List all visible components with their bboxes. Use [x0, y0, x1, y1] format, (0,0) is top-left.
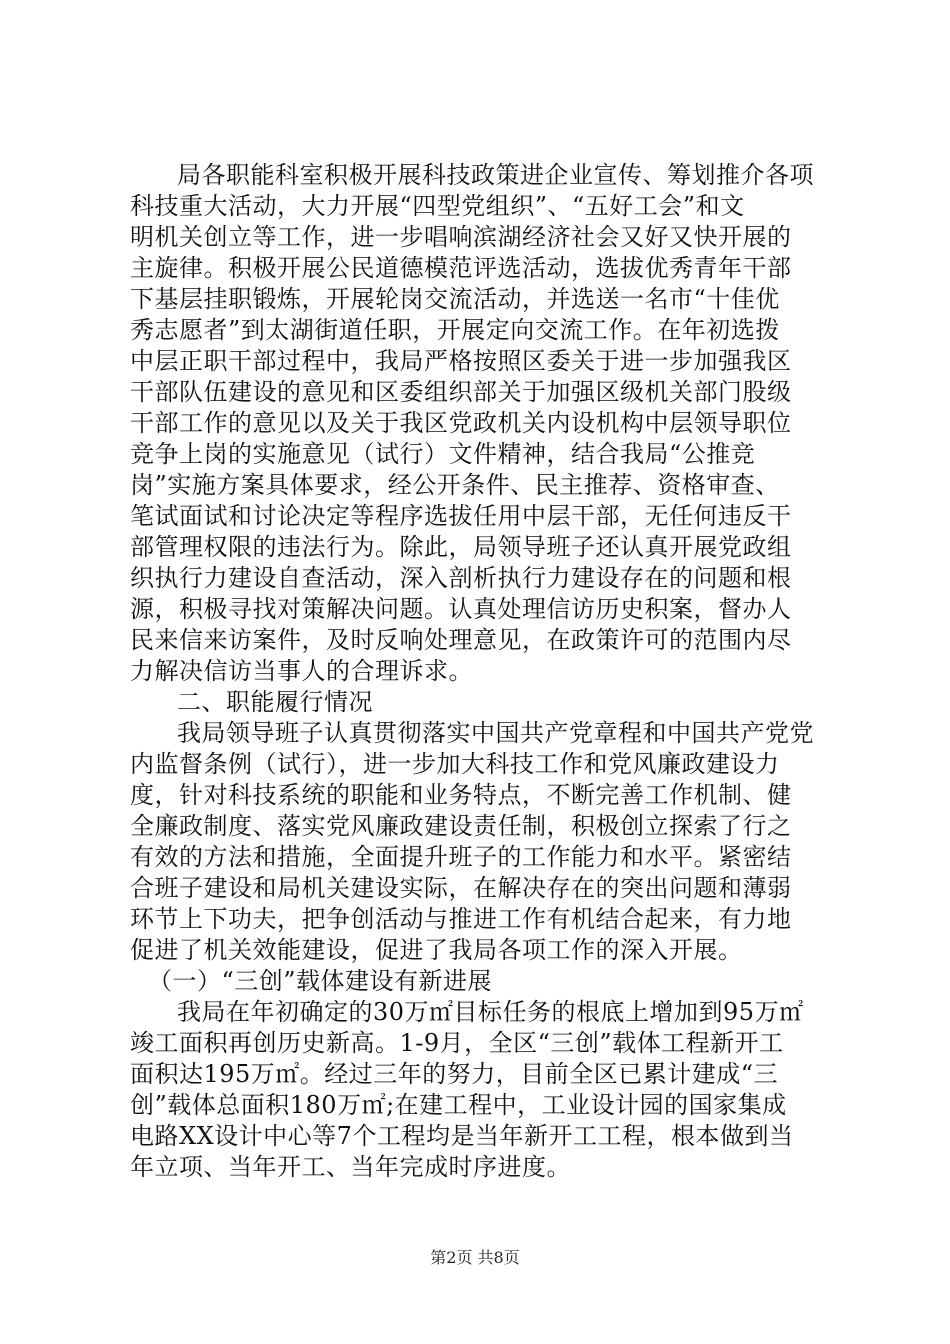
text-line: 我局在年初确定的30万㎡目标任务的根底上增加到95万㎡: [177, 998, 804, 1026]
text-line: 明机关创立等工作，进一步唱响滨湖经济社会又好又快开展的: [130, 223, 792, 251]
text-line: 局各职能科室积极开展科技政策进企业宣传、筹划推介各项: [177, 161, 814, 189]
text-line: 笔试面试和讨论决定等程序选拔任用中层干部，无任何违反干: [130, 502, 792, 530]
text-line: 干部队伍建设的意见和区委组织部关于加强区级机关部门股级: [130, 378, 792, 406]
text-line: 全廉政制度、落实党风廉政建设责任制，积极创立探索了行之: [130, 812, 792, 840]
text-line: （一）“三创”载体建设有新进展: [148, 967, 493, 995]
text-line: 干部工作的意见以及关于我区党政机关内设机构中层领导职位: [130, 409, 792, 437]
text-line: 创”载体总面积180万㎡;在建工程中，工业设计园的国家集成: [130, 1091, 787, 1119]
text-line: 民来信来访案件，及时反响处理意见，在政策许可的范围内尽: [130, 626, 792, 654]
text-line: 科技重大活动，大力开展“四型党组织”、“五好工会”和文: [130, 192, 745, 220]
text-line: 秀志愿者”到太湖街道任职，开展定向交流工作。在年初选拨: [130, 316, 780, 344]
text-line: 促进了机关效能建设，促进了我局各项工作的深入开展。: [130, 936, 743, 964]
text-line: 源，积极寻找对策解决问题。认真处理信访历史积案，督办人: [130, 595, 792, 623]
text-line: 合班子建设和局机关建设实际，在解决存在的突出问题和薄弱: [130, 874, 792, 902]
text-line: 有效的方法和措施，全面提升班子的工作能力和水平。紧密结: [130, 843, 792, 871]
text-line: 部管理权限的违法行为。除此，局领导班子还认真开展党政组: [130, 533, 792, 561]
text-line: 二、职能履行情况: [177, 688, 373, 716]
text-line: 面积达195万㎡。经过三年的努力，目前全区已累计建成“三: [130, 1060, 779, 1088]
text-line: 年立项、当年开工、当年完成时序进度。: [130, 1153, 571, 1181]
text-line: 竞争上岗的实施意见（试行）文件精神，结合我局“公推竞: [130, 440, 756, 468]
document-body: [130, 160, 814, 1183]
text-line: 中层正职干部过程中，我局严格按照区委关于进一步加强我区: [130, 347, 792, 375]
text-line: 环节上下功夫，把争创活动与推进工作有机结合起来，有力地: [130, 905, 792, 933]
text-line: 我局领导班子认真贯彻落实中国共产党章程和中国共产党党: [177, 719, 814, 747]
text-line: 主旋律。积极开展公民道德模范评选活动，选拔优秀青年干部: [130, 254, 792, 282]
text-line: 内监督条例（试行），进一步加大科技工作和党风廉政建设力: [130, 750, 780, 778]
text-line: 力解决信访当事人的合理诉求。: [130, 657, 473, 685]
text-line: 竣工面积再创历史新高。1-9月，全区“三创”载体工程新开工: [130, 1029, 784, 1057]
page-footer: 第2页 共8页: [430, 1248, 520, 1267]
text-line: 织执行力建设自查活动，深入剖析执行力建设存在的问题和根: [130, 564, 792, 592]
text-line: 电路XX设计中心等7个工程均是当年新开工工程，根本做到当: [130, 1122, 794, 1150]
text-line: 度，针对科技系统的职能和业务特点，不断完善工作机制、健: [130, 781, 792, 809]
text-line: 岗”实施方案具体要求，经公开条件、民主推荐、资格审查、: [130, 471, 780, 499]
text-line: 下基层挂职锻炼，开展轮岗交流活动，并选送一名市“十佳优: [130, 285, 780, 313]
